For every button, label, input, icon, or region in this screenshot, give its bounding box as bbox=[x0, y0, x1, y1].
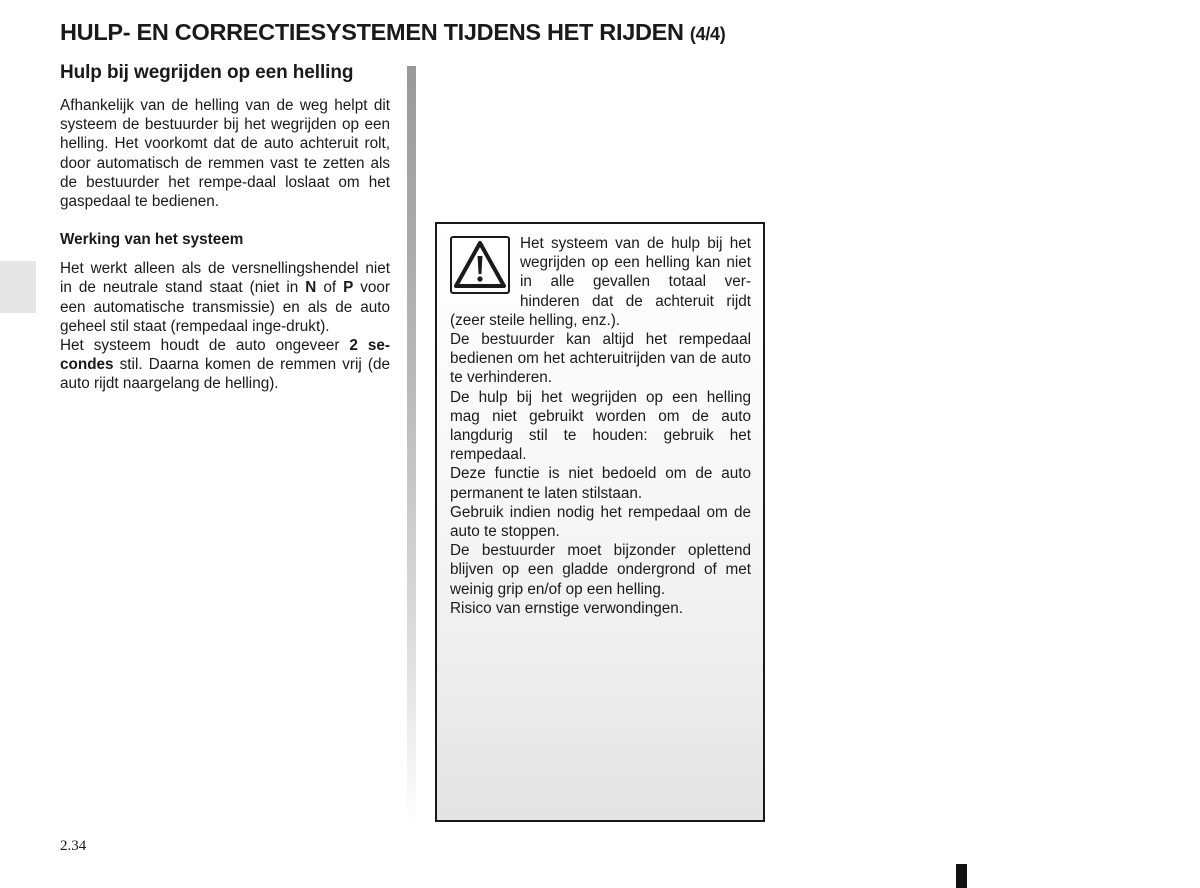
column-divider-bar bbox=[407, 66, 416, 826]
operation-p1-text-a: Het werkt alleen als de versnellingshendel niet in de neutrale stand staat (niet in bbox=[60, 260, 390, 297]
corner-marker bbox=[956, 864, 967, 888]
page-number: 2.34 bbox=[60, 838, 87, 854]
gear-n-label: N bbox=[305, 279, 317, 297]
page-title-text: HULP- EN CORRECTIESYSTEMEN TIJDENS HET RIJDEN bbox=[60, 19, 684, 45]
operation-p1-text-c: voor een automatische transmissie) en als de auto geheel stil staat (rempedaal inge-drukt). bbox=[60, 279, 390, 335]
left-column bbox=[60, 62, 390, 394]
operation-paragraph-1 bbox=[60, 259, 390, 336]
warning-paragraph-7: Risico van ernstige verwondingen. bbox=[450, 599, 683, 617]
warning-paragraph-3: De hulp bij het wegrijden op een helling mag niet gebruikt worden om de auto langdurig stil te houden: gebruik het rempedaal. bbox=[450, 388, 751, 464]
warning-triangle-icon bbox=[450, 236, 510, 294]
operation-p1-text-b: of bbox=[316, 279, 344, 297]
warning-paragraph-2: De bestuurder kan altijd het rempedaal bedienen om het achteruitrijden van de auto te verhinderen. bbox=[450, 331, 751, 387]
warning-content bbox=[437, 224, 763, 618]
intro-paragraph: Afhankelijk van de helling van de weg helpt dit systeem de bestuurder bij het wegrijden op een helling. Het voorkomt dat de auto achteruit rolt, door automatisch de remmen vast te zetten als de bestuurder het rempe-daal loslaat om het gaspedaal te bedienen. bbox=[60, 97, 390, 211]
warning-paragraph-5: Gebruik indien nodig het rempedaal om de auto te stoppen. bbox=[450, 503, 751, 541]
gear-p-label: P bbox=[343, 279, 354, 297]
operation-paragraph-2 bbox=[60, 336, 390, 394]
section-heading: Hulp bij wegrijden op een helling bbox=[60, 62, 354, 83]
chapter-tab-marker bbox=[0, 261, 36, 313]
operation-p2-text-b: stil. Daarna komen de remmen vrij (de auto rijdt naargelang de helling). bbox=[60, 356, 390, 393]
warning-paragraph-4: Deze functie is niet bedoeld om de auto permanent te laten stilstaan. bbox=[450, 465, 751, 502]
warning-paragraph-1: Het systeem van de hulp bij het wegrijden op een helling kan niet in alle gevallen totaal ver-hinderen dat de achteruit rijdt (zeer steile helling, enz.). bbox=[450, 235, 751, 329]
warning-paragraph-6: De bestuurder moet bijzonder oplettend blijven op een gladde ondergrond of met weinig grip en/of op een helling. bbox=[450, 542, 751, 598]
page-title-suffix: (4/4) bbox=[689, 24, 726, 44]
operation-p2-text-a: Het systeem houdt de auto ongeveer bbox=[60, 337, 350, 355]
warning-box bbox=[435, 222, 765, 822]
operation-subheading: Werking van het systeem bbox=[60, 231, 244, 249]
hold-duration: 2 se-condes bbox=[60, 337, 390, 374]
page-title bbox=[60, 19, 725, 46]
